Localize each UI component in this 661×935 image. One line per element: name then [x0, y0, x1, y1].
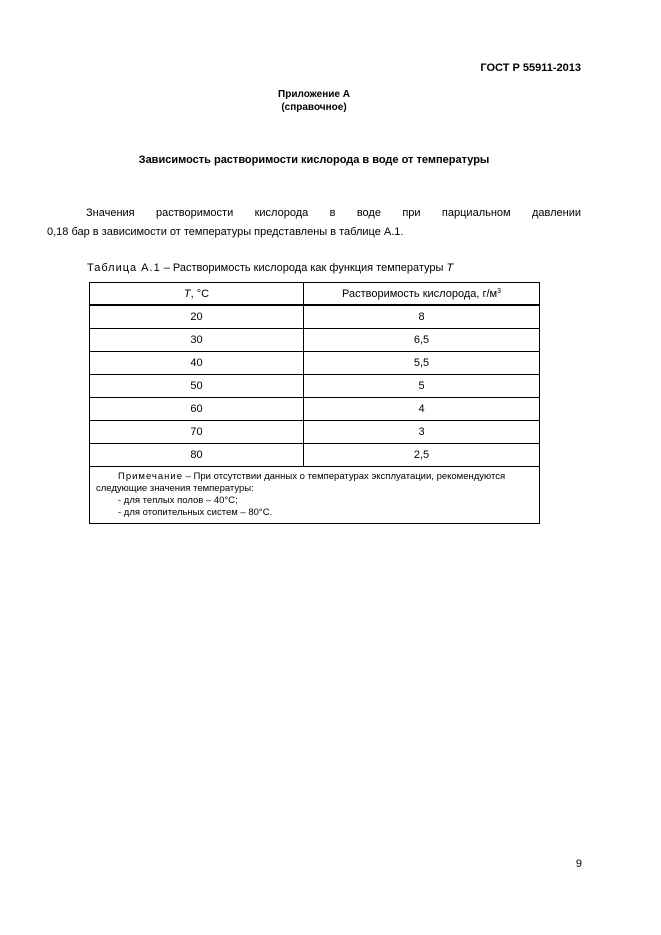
- table-row: [90, 421, 540, 444]
- cell-solubility: 8: [304, 305, 540, 329]
- table-caption: [87, 262, 453, 274]
- table-note-row: [90, 467, 540, 524]
- appendix-subtitle: (справочное): [281, 102, 347, 113]
- header-temperature-symbol: T: [183, 287, 191, 300]
- paragraph-line-1: Значения растворимости кислорода в воде при парциальном давлении: [86, 207, 581, 219]
- table-header-row: [90, 283, 540, 306]
- cell-temperature: 50: [90, 375, 304, 398]
- body-paragraph: [47, 204, 581, 242]
- page-number: 9: [575, 858, 582, 870]
- cell-solubility: 2,5: [304, 444, 540, 467]
- header-temperature: [90, 283, 304, 306]
- cell-temperature: 60: [90, 398, 304, 421]
- document-code: ГОСТ Р 55911-2013: [480, 62, 581, 74]
- header-solubility-sup: 3: [497, 287, 502, 295]
- note-item: - для теплых полов – 40°C;: [118, 495, 238, 506]
- table-caption-text: – Растворимость кислорода как функция температуры: [160, 262, 447, 274]
- cell-temperature: 80: [90, 444, 304, 467]
- table-caption-symbol: T: [446, 262, 454, 274]
- header-temperature-unit: , °C: [190, 287, 210, 300]
- table-row: [90, 398, 540, 421]
- header-solubility: [304, 283, 540, 306]
- cell-solubility: 6,5: [304, 329, 540, 352]
- cell-solubility: 4: [304, 398, 540, 421]
- cell-solubility: 3: [304, 421, 540, 444]
- note-text: – При отсутствии данных о температурах эксплуатации, рекомендуются следующие значения температуры:: [96, 471, 506, 494]
- paragraph-line-2: 0,18 бар в зависимости от температуры представлены в таблице А.1.: [47, 226, 404, 238]
- header-solubility-text: Растворимость кислорода, г/м: [341, 287, 498, 300]
- table-row: [90, 375, 540, 398]
- table-row: [90, 444, 540, 467]
- appendix-heading: [0, 88, 628, 114]
- solubility-table: [89, 282, 540, 524]
- cell-temperature: 20: [90, 305, 304, 329]
- table-row: [90, 329, 540, 352]
- table-caption-label: Таблица А.1: [87, 262, 161, 274]
- cell-temperature: 30: [90, 329, 304, 352]
- cell-solubility: 5: [304, 375, 540, 398]
- cell-temperature: 70: [90, 421, 304, 444]
- table-row: [90, 305, 540, 329]
- table-row: [90, 352, 540, 375]
- note-label: Примечание: [118, 471, 183, 482]
- section-title: Зависимость растворимости кислорода в воде от температуры: [138, 154, 490, 166]
- cell-temperature: 40: [90, 352, 304, 375]
- note-item: - для отопительных систем – 80°C.: [118, 507, 273, 518]
- cell-solubility: 5,5: [304, 352, 540, 375]
- appendix-title: Приложение А: [278, 89, 350, 100]
- table-note: [90, 467, 540, 524]
